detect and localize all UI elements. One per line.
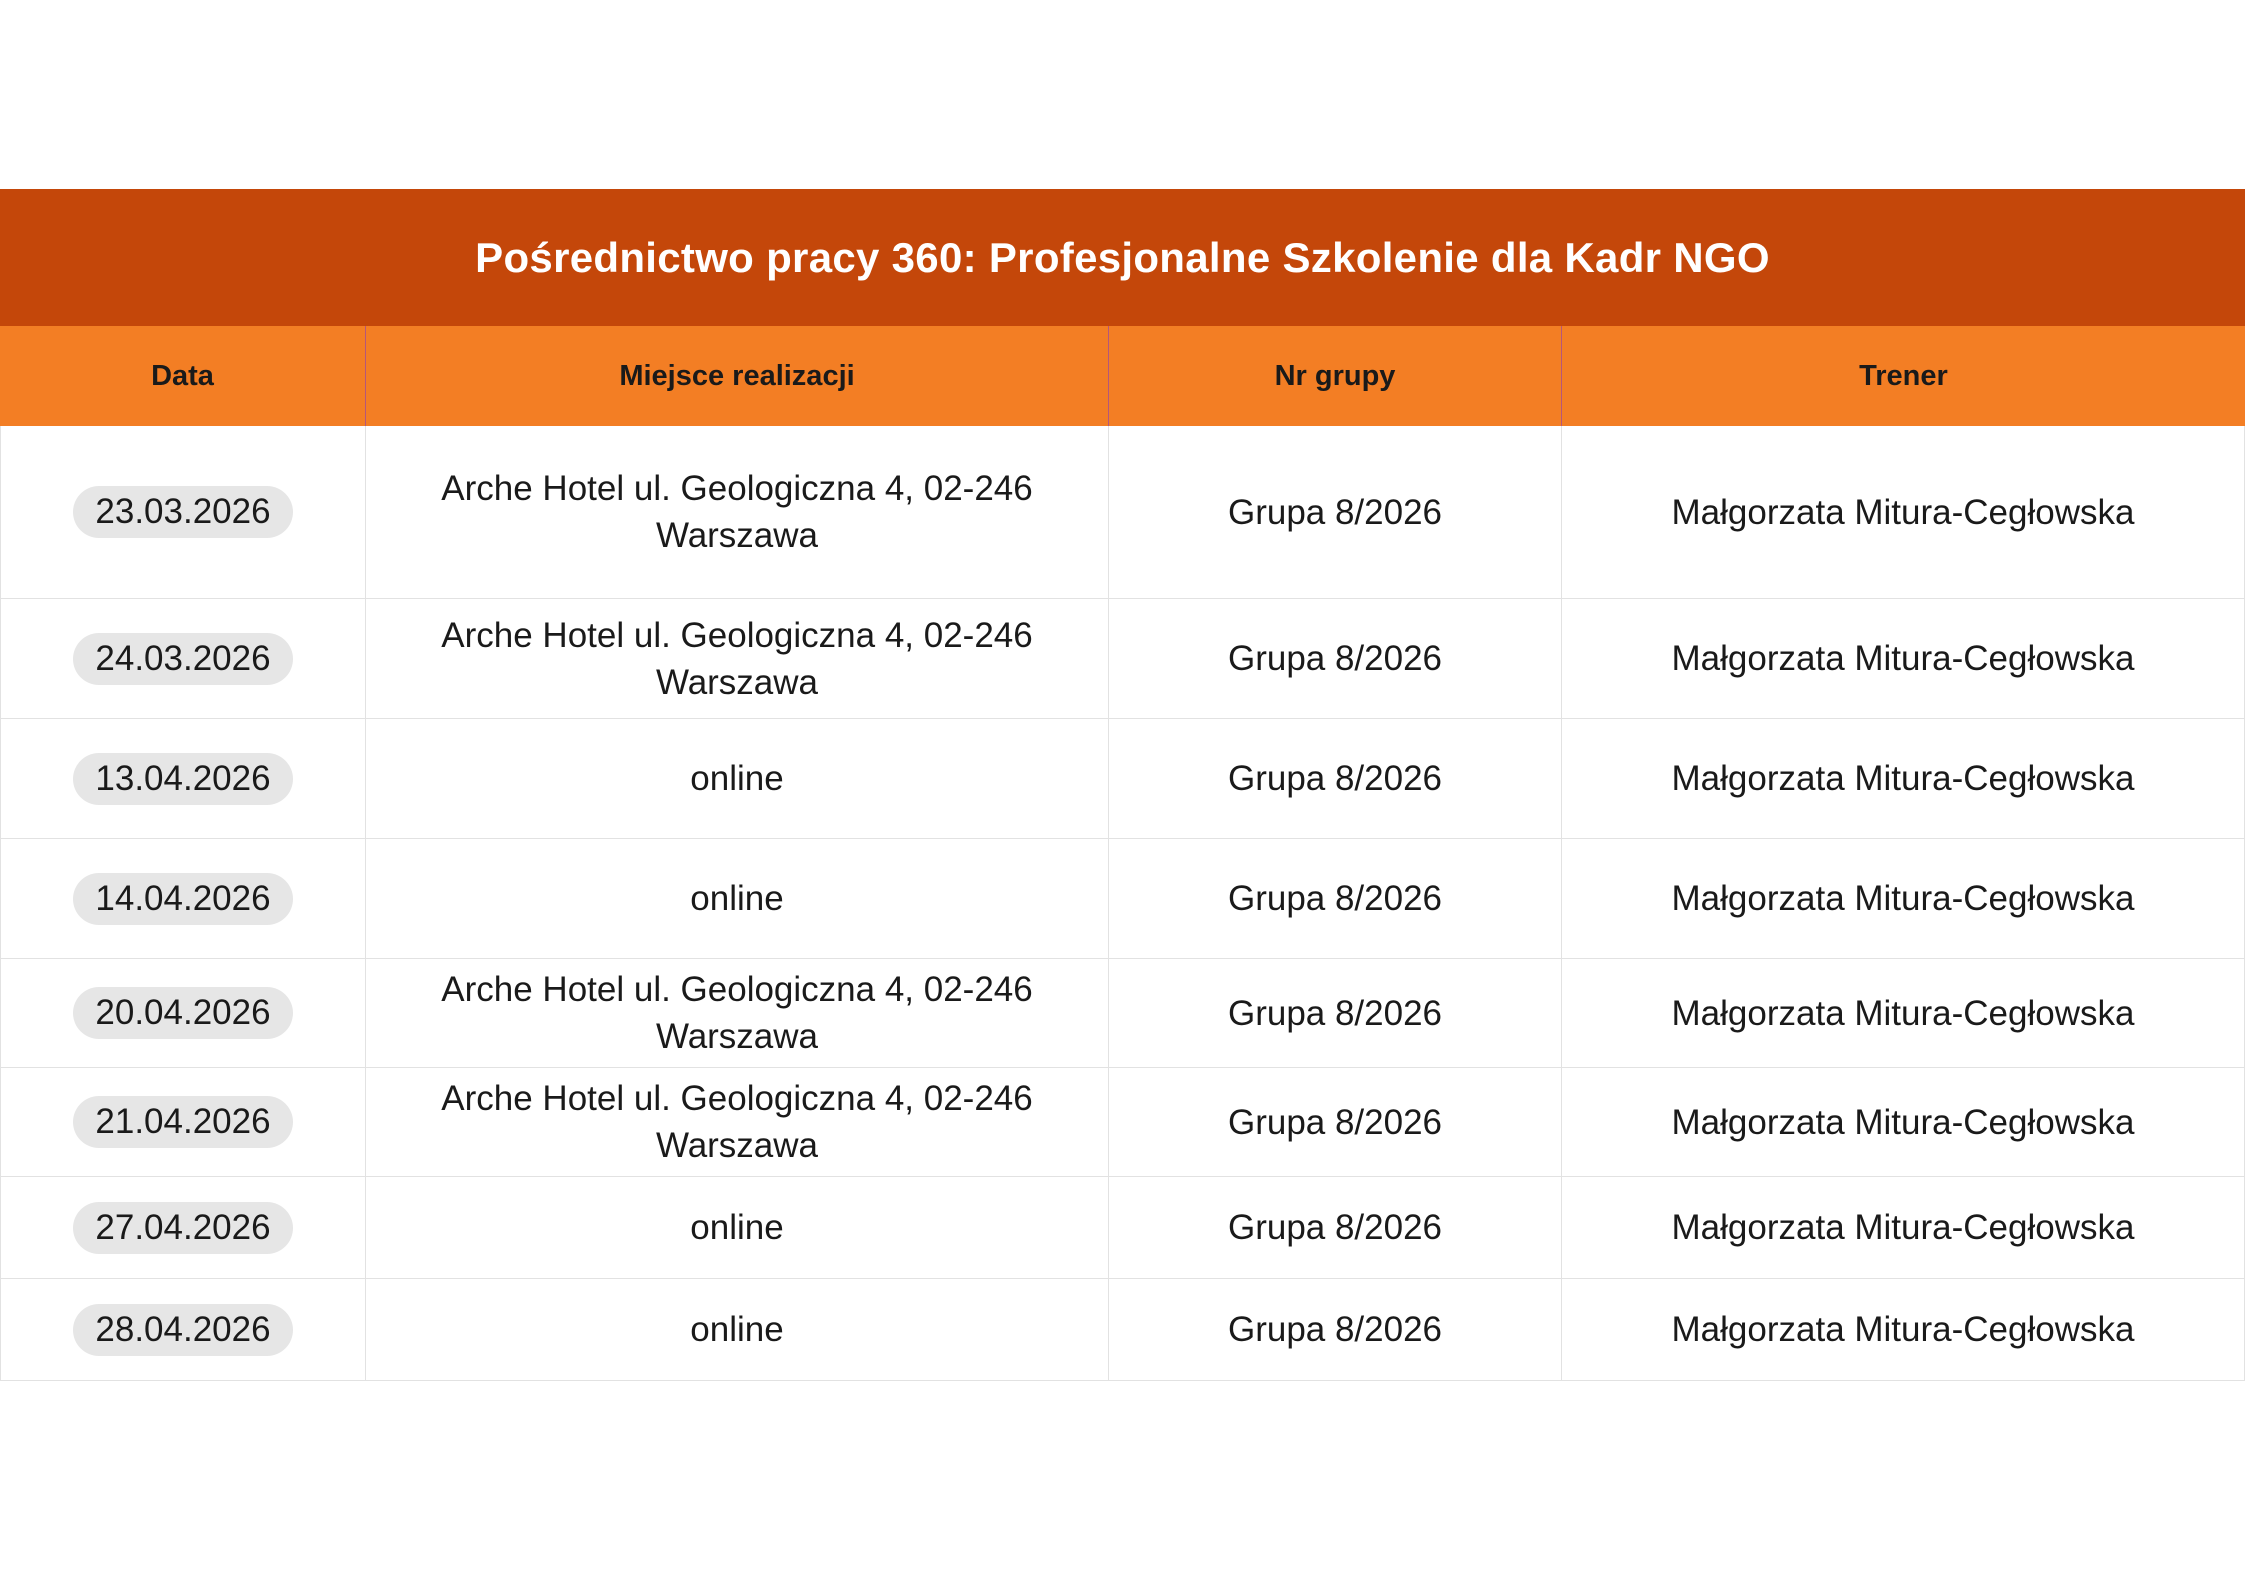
place-cell: online <box>690 879 784 918</box>
table-header-row <box>0 326 2245 426</box>
group-cell: Grupa 8/2026 <box>1109 719 1562 838</box>
date-pill: 27.04.2026 <box>73 1202 292 1254</box>
place-cell: online <box>690 1208 784 1247</box>
group-cell: Grupa 8/2026 <box>1109 599 1562 718</box>
trainer-cell: Małgorzata Mitura-Cegłowska <box>1562 426 2245 598</box>
date-pill: 24.03.2026 <box>73 633 292 685</box>
trainer-cell: Małgorzata Mitura-Cegłowska <box>1562 1279 2245 1380</box>
group-cell: Grupa 8/2026 <box>1109 839 1562 958</box>
schedule-table <box>0 189 2245 1381</box>
table-row <box>0 426 2245 599</box>
group-cell: Grupa 8/2026 <box>1109 426 1562 598</box>
group-cell: Grupa 8/2026 <box>1109 1177 1562 1278</box>
date-pill: 14.04.2026 <box>73 873 292 925</box>
place-cell: online <box>690 1310 784 1349</box>
date-pill: 28.04.2026 <box>73 1304 292 1356</box>
place-cell: Arche Hotel ul. Geologiczna 4, 02-246 Warszawa <box>441 1079 1033 1165</box>
column-header-group: Nr grupy <box>1109 326 1562 426</box>
table-row <box>0 1068 2245 1177</box>
table-row <box>0 959 2245 1068</box>
group-cell: Grupa 8/2026 <box>1109 1279 1562 1380</box>
trainer-cell: Małgorzata Mitura-Cegłowska <box>1562 1068 2245 1176</box>
column-header-place: Miejsce realizacji <box>366 326 1109 426</box>
table-row <box>0 1279 2245 1381</box>
table-row <box>0 1177 2245 1279</box>
trainer-cell: Małgorzata Mitura-Cegłowska <box>1562 719 2245 838</box>
table-row <box>0 599 2245 719</box>
date-pill: 13.04.2026 <box>73 753 292 805</box>
table-title: Pośrednictwo pracy 360: Profesjonalne Szkolenie dla Kadr NGO <box>0 189 2245 326</box>
trainer-cell: Małgorzata Mitura-Cegłowska <box>1562 959 2245 1067</box>
column-header-date: Data <box>0 326 366 426</box>
trainer-cell: Małgorzata Mitura-Cegłowska <box>1562 599 2245 718</box>
place-cell: online <box>690 759 784 798</box>
place-cell: Arche Hotel ul. Geologiczna 4, 02-246 Warszawa <box>441 469 1033 555</box>
place-cell: Arche Hotel ul. Geologiczna 4, 02-246 Warszawa <box>441 615 1033 702</box>
trainer-cell: Małgorzata Mitura-Cegłowska <box>1562 839 2245 958</box>
group-cell: Grupa 8/2026 <box>1109 959 1562 1067</box>
date-pill: 20.04.2026 <box>73 987 292 1039</box>
table-row <box>0 839 2245 959</box>
date-pill: 21.04.2026 <box>73 1096 292 1148</box>
table-row <box>0 719 2245 839</box>
place-cell: Arche Hotel ul. Geologiczna 4, 02-246 Warszawa <box>441 970 1033 1056</box>
date-pill: 23.03.2026 <box>73 486 292 538</box>
trainer-cell: Małgorzata Mitura-Cegłowska <box>1562 1177 2245 1278</box>
column-header-trainer: Trener <box>1859 359 1948 392</box>
group-cell: Grupa 8/2026 <box>1109 1068 1562 1176</box>
